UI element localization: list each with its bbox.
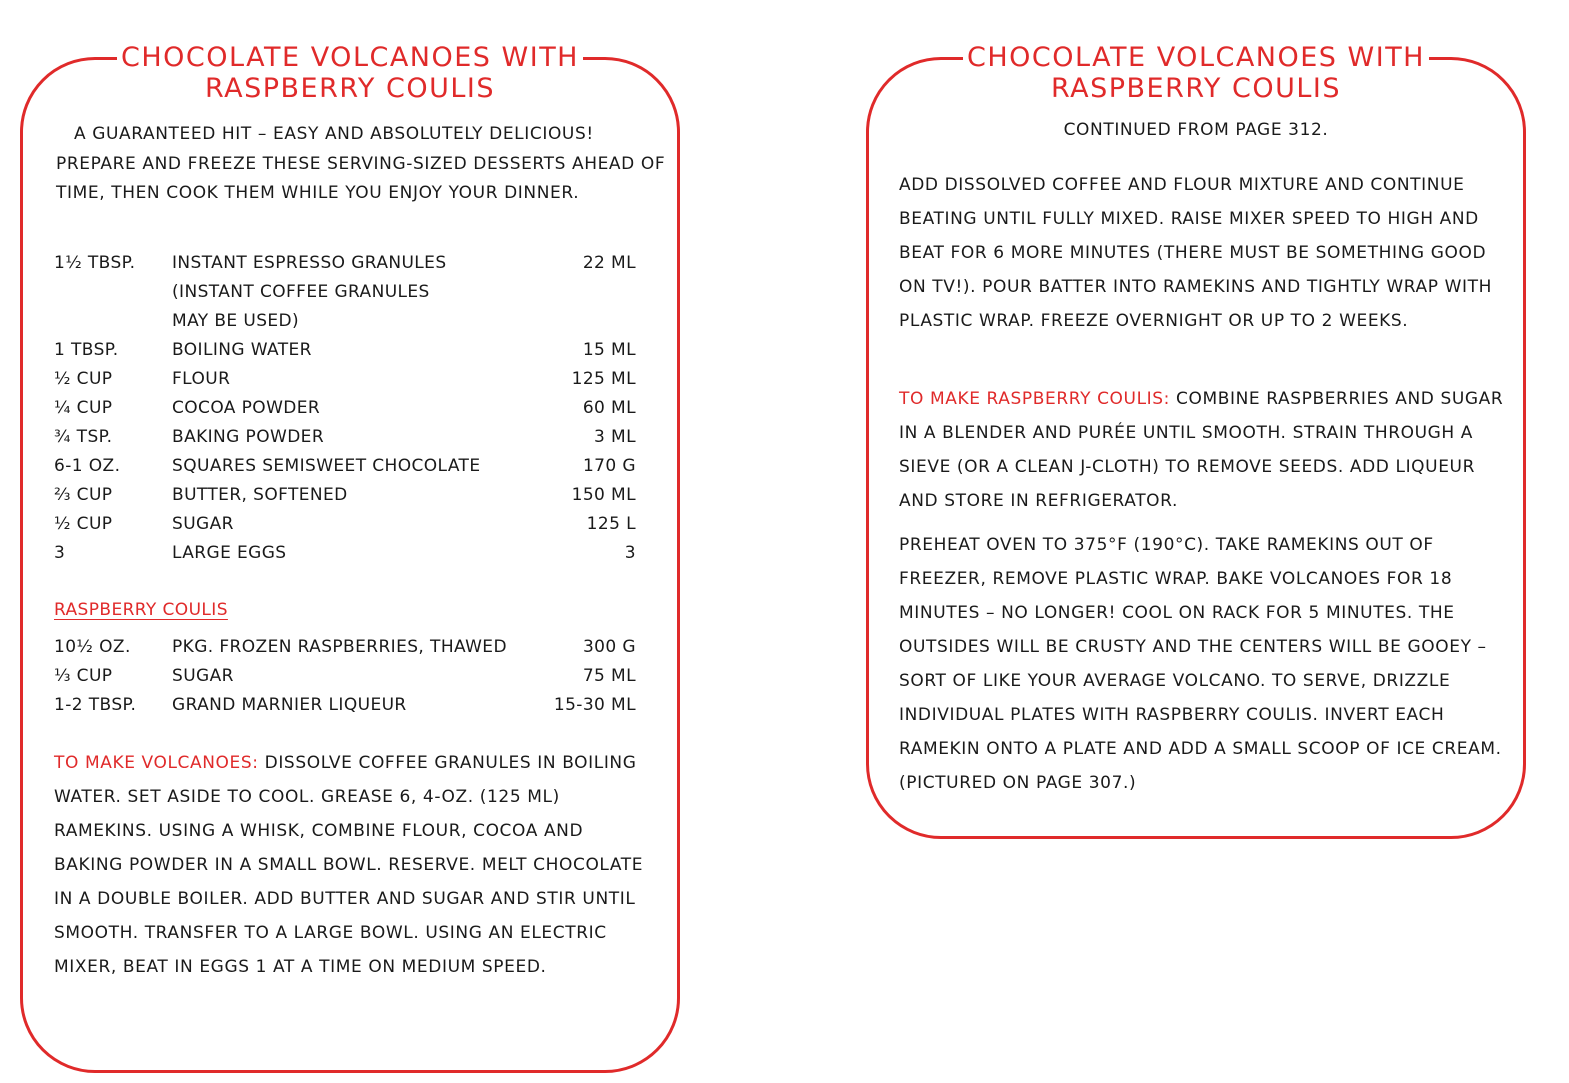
recipe-title [117,42,583,104]
ingredient-qty: 1 TBSP. [54,340,119,360]
ingredient-metric: 125 L [586,514,636,534]
method-coulis-label: TO MAKE RASPBERRY COULIS: [899,389,1170,409]
method-step-mix: ADD DISSOLVED COFFEE AND FLOUR MIXTURE AND CONTINUE BEATING UNTIL FULLY MIXED. RAISE MIXER SPEED TO HIGH AND BEAT FOR 6 MORE MINUTES (THERE MUST BE SOMETHING GOOD ON TV!). POUR BATTER INTO RAMEKINS AND TIGHTLY WRAP WITH PLASTIC WRAP. FREEZE OVERNIGHT OR UP TO 2 WEEKS. [899,175,1492,331]
ingredient-item: MAY BE USED) [172,311,300,331]
coulis-heading: RASPBERRY COULIS [54,600,228,620]
recipe-card-left [20,42,680,1073]
ingredient-row [54,543,636,572]
ingredient-qty: ⅔ CUP [54,485,113,505]
ingredient-item: BUTTER, SOFTENED [172,485,348,505]
recipe-title-line1: CHOCOLATE VOLCANOES WITH [967,42,1425,73]
ingredient-row [54,514,636,543]
ingredient-qty: 10½ OZ. [54,637,131,657]
ingredient-item: SUGAR [172,514,234,534]
method-coulis-text: COMBINE RASPBERRIES AND SUGAR IN A BLENDER AND PURÉE UNTIL SMOOTH. STRAIN THROUGH A SIEVE (OR A CLEAN J-CLOTH) TO REMOVE SEEDS. ADD LIQUEUR AND STORE IN REFRIGERATOR. [899,389,1504,511]
ingredient-item: SQUARES SEMISWEET CHOCOLATE [172,456,481,476]
method-volcanoes-text: DISSOLVE COFFEE GRANULES IN BOILING WATER. SET ASIDE TO COOL. GREASE 6, 4-OZ. (125 ML) RAMEKINS. USING A WHISK, COMBINE FLOUR, COCOA AND BAKING POWDER IN A SMALL BOWL. RESERVE. MELT CHOCOLATE IN A DOUBLE BOILER. ADD BUTTER AND SUGAR AND STIR UNTIL SMOOTH. TRANSFER TO A LARGE BOWL. USING AN ELECTRIC MIXER, BEAT IN EGGS 1 AT A TIME ON MEDIUM SPEED. [54,753,644,977]
ingredient-row [54,427,636,456]
ingredient-qty: ¾ TSP. [54,427,113,447]
ingredient-item: GRAND MARNIER LIQUEUR [172,695,407,715]
ingredient-item: COCOA POWDER [172,398,321,418]
ingredient-metric: 60 ML [582,398,636,418]
ingredient-row [54,398,636,427]
ingredient-metric: 15-30 ML [553,695,636,715]
method-volcanoes-label: TO MAKE VOLCANOES: [54,753,259,773]
ingredient-qty: ⅓ CUP [54,666,113,686]
ingredient-qty: ½ CUP [54,514,113,534]
ingredient-row [54,456,636,485]
ingredient-qty [54,311,172,340]
recipe-intro [56,120,676,209]
ingredient-metric [544,311,636,340]
recipe-title-line2: RASPBERRY COULIS [204,73,496,104]
ingredient-metric: 75 ML [582,666,636,686]
ingredient-item: PKG. FROZEN RASPBERRIES, THAWED [172,637,507,657]
ingredient-row [54,637,636,666]
method-coulis [899,382,1509,518]
coulis-ingredients-table [54,637,636,724]
ingredient-qty [54,282,172,311]
ingredient-row [54,340,636,369]
ingredient-metric [544,282,636,311]
ingredient-qty: 1-2 TBSP. [54,695,137,715]
recipe-title-line1: CHOCOLATE VOLCANOES WITH [121,42,579,73]
recipe-title-line2: RASPBERRY COULIS [1050,73,1342,104]
ingredient-row [54,666,636,695]
ingredient-metric: 22 ML [582,253,636,273]
ingredient-item: (INSTANT COFFEE GRANULES [172,282,430,302]
ingredient-item: BAKING POWDER [172,427,325,447]
recipe-intro-text: A GUARANTEED HIT – EASY AND ABSOLUTELY DELICIOUS! PREPARE AND FREEZE THESE SERVING-SIZED DESSERTS AHEAD OF TIME, THEN COOK THEM WHILE YOU ENJOY YOUR DINNER. [56,124,666,203]
ingredient-row [54,485,636,514]
ingredient-metric: 3 [624,543,636,563]
ingredient-qty: 3 [54,543,66,563]
ingredient-qty: ½ CUP [54,369,113,389]
ingredient-qty: 1½ TBSP. [54,253,136,273]
ingredient-metric: 15 ML [582,340,636,360]
ingredient-metric: 125 ML [571,369,636,389]
ingredient-metric: 170 G [582,456,636,476]
ingredient-item: BOILING WATER [172,340,312,360]
ingredient-row [54,369,636,398]
ingredient-metric: 3 ML [594,427,636,447]
recipe-card-right [866,42,1526,839]
ingredients-table [54,253,636,572]
ingredient-qty: ¼ CUP [54,398,113,418]
method-step-bake: PREHEAT OVEN TO 375°F (190°C). TAKE RAMEKINS OUT OF FREEZER, REMOVE PLASTIC WRAP. BAKE VOLCANOES FOR 18 MINUTES – NO LONGER! COOL ON RACK FOR 5 MINUTES. THE OUTSIDES WILL BE CRUSTY AND THE CENTERS WILL BE GOOEY – SORT OF LIKE YOUR AVERAGE VOLCANO. TO SERVE, DRIZZLE INDIVIDUAL PLATES WITH RASPBERRY COULIS. INVERT EACH RAMEKIN ONTO A PLATE AND ADD A SMALL SCOOP OF ICE CREAM. (PICTURED ON PAGE 307.) [899,535,1502,793]
ingredient-row [54,282,636,311]
ingredient-item: SUGAR [172,666,234,686]
ingredient-row [54,311,636,340]
ingredient-item: INSTANT ESPRESSO GRANULES [172,253,447,273]
ingredient-metric: 300 G [582,637,636,657]
ingredient-metric: 150 ML [571,485,636,505]
recipe-title-continued [963,42,1429,104]
ingredient-row [54,253,636,282]
ingredient-row [54,695,636,724]
continued-note: CONTINUED FROM PAGE 312. [1063,120,1329,140]
ingredient-item: LARGE EGGS [172,543,287,563]
ingredient-qty: 6-1 OZ. [54,456,121,476]
ingredient-item: FLOUR [172,369,231,389]
method-volcanoes [54,746,654,984]
